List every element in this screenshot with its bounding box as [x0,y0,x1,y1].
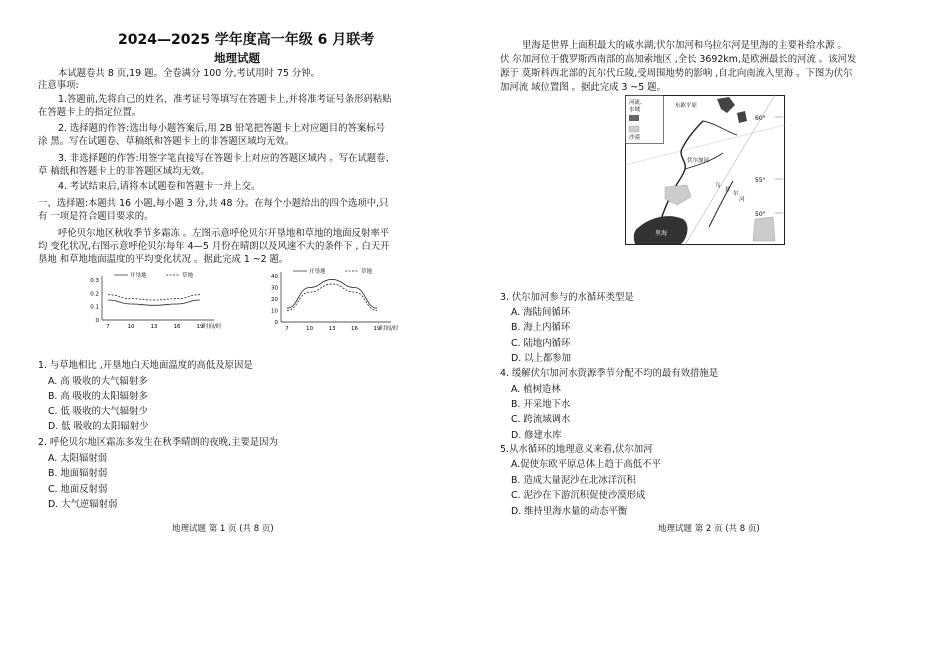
label-ural-1: 乌 [715,183,721,189]
y-tick-label: 40 [271,274,278,280]
ground-temperature-chart [255,266,410,334]
section-heading-line-1: 一、选择题:本题共 16 小题,每小题 3 分,共 48 分。在每个小题给出的四个选项中,只 [38,198,389,209]
question-3-option-d: D. 以上都参加 [511,353,572,364]
legend-river: 河流、 [629,100,646,106]
y-tick-label: 20 [271,297,278,303]
passage-1-line-2: 均 变化状况,右图示意呼伦贝尔每年 4—5 月份在晴朗以及风速不大的条件下 , 白天开 [38,241,390,252]
question-5-option-d: D. 维持里海水量的动态平衡 [511,506,628,517]
question-1-option-b: B. 高 吸收的太阳辐射多 [48,391,148,402]
question-3-stem: 3. 伏尔加河参与的水循环类型是 [500,292,634,303]
question-1-option-a: A. 高 吸收的大气辐射多 [48,376,148,387]
series-line-2 [287,284,377,310]
notice-heading: 注意事项: [38,80,79,91]
question-1-stem: 1. 与草地相比 ,开垦地白天地面温度的高低及原因是 [38,360,253,371]
question-1-option-c: C. 低 吸收的大气辐射少 [48,406,148,417]
legend-water: 水域 [629,107,641,113]
question-4-option-d: D. 修建水库 [511,430,562,441]
x-tick-label: 7 [106,324,110,330]
passage-2-line-2: 伏 尔加河位于俄罗斯西南部的高加索地区 ,全长 3692km,是欧洲最长的河流 。该河发 [500,54,857,65]
question-5-option-c: C. 泥沙在下游沉积促使沙漠形成 [511,490,646,501]
notice-2-line-1: 2. 选择题的作答:选出每小题答案后,用 2B 铅笔把答题卡上对应题目的答案标号 [58,123,386,134]
x-tick-label: 16 [351,326,358,332]
series-line-2 [108,295,200,300]
legend-water-swatch [629,115,639,121]
series-line-1 [287,279,377,308]
x-tick-label: 7 [285,326,289,332]
lat-label-55: 55° [755,177,766,184]
question-3-option-c: C. 陆地内循环 [511,338,571,349]
question-4-option-a: A. 植树造林 [511,384,561,395]
y-tick-label: 10 [271,308,278,315]
y-tick-label: 0 [95,318,99,324]
question-4-option-b: B. 开采地下水 [511,399,571,410]
x-tick-label: 10 [127,324,135,330]
question-4-stem: 4. 缓解伏尔加河水资源季节分配不均的最有效措施是 [500,368,719,379]
question-2-option-d: D. 大气逆辐射弱 [48,499,118,510]
page-1-footer: 地理试题 第 1 页 (共 8 页) [172,524,274,534]
label-ural-2: 拉 [725,187,731,193]
label-caspian: 里海 [655,230,668,237]
y-tick-label: 0.1 [90,304,99,311]
question-2-option-b: B. 地面辐射弱 [48,468,108,479]
question-2-option-a: A. 太阳辐射弱 [48,453,108,464]
volga-basin-map [625,95,785,245]
passage-2-line-4: 加河流 域位置图 。据此完成 3 ~5 题。 [500,82,666,93]
x-tick-label: 13 [328,326,336,332]
label-ural-4: 河 [739,197,745,203]
x-tick-label: 10 [306,326,313,332]
legend-label-1: 开垦地 [309,269,326,275]
label-volga: 伏尔加河 [687,158,710,164]
legend-desert: 沙漠 [629,135,641,141]
question-4-option-c: C. 跨流域调水 [511,414,571,425]
lat-label-50: 50° [755,211,766,218]
label-east-european-plain: 东欧平原 [675,103,698,109]
y-tick-label: 0.3 [90,278,99,284]
passage-2-line-1: 里海是世界上面积最大的咸水湖,伏尔加河和乌拉尔河是里海的主要补给水源 。 [522,40,847,51]
notice-3-line-2: 草 稿纸和答题卡上的非答题区域均无效。 [38,166,210,177]
legend-label-2: 草地 [182,273,194,279]
notice-2-line-2: 涂 黑。写在试题卷、草稿纸和答题卡上的非答题区域均无效。 [38,136,295,147]
lat-label-60: 60° [755,115,766,122]
x-axis-label: 时间/时 [203,324,222,330]
x-tick-label: 16 [173,324,181,330]
notice-4: 4. 考试结束后,请将本试题卷和答题卡一并上交。 [58,181,261,192]
section-heading-line-2: 有 一项是符合题目要求的。 [38,211,154,222]
legend-label-1: 开垦地 [130,273,147,279]
y-tick-label: 0 [274,320,278,326]
legend-desert-swatch [629,126,639,132]
question-5-option-b: B. 造成大量泥沙在北冰洋沉积 [511,475,636,486]
question-2-option-c: C. 地面反射弱 [48,484,108,495]
notice-3-line-1: 3. 非选择题的作答:用签字笔直接写在答题卡上对应的答题区域内 。写在试题卷、 [58,153,395,164]
question-2-stem: 2. 呼伦贝尔地区霜冻多发生在秋季晴朗的夜晚,主要是因为 [38,437,278,448]
label-ural-3: 尔 [733,191,739,197]
question-3-option-b: B. 海上内循环 [511,322,571,333]
notice-1-line-2: 在答题卡上的指定位置。 [38,107,142,118]
page-2-footer: 地理试题 第 2 页 (共 8 页) [658,524,760,534]
intro-text: 本试题卷共 8 页,19 题。全卷满分 100 分,考试用时 75 分钟。 [58,68,321,79]
question-5-stem: 5.从水循环的地理意义来看,伏尔加河 [500,444,653,455]
legend-label-2: 草地 [361,269,373,275]
x-axis-label: 时间/时 [380,326,399,332]
exam-subtitle: 地理试题 [214,51,260,65]
y-tick-label: 30 [271,285,278,292]
question-3-option-a: A. 海陆间循环 [511,307,571,318]
x-tick-label: 19 [196,324,204,330]
passage-2-line-3: 源于 莫斯科西北部的瓦尔代丘陵,受周围地势的影响 ,自北向南流入里海 。下图为伏尔 [500,68,853,79]
passage-1-line-1: 呼伦贝尔地区秋收季节多霜冻 。左图示意呼伦贝尔开垦地和草地的地面反射率平 [58,228,390,239]
desert-area-2 [753,217,775,241]
x-tick-label: 13 [150,324,158,330]
y-tick-label: 0.2 [90,291,99,298]
x-tick-label: 19 [373,326,381,332]
exam-title: 2024—2025 学年度高一年级 6 月联考 [118,32,375,48]
question-1-option-d: D. 低 吸收的太阳辐射少 [48,421,149,432]
series-line-1 [108,300,200,305]
reflectance-chart [80,268,230,334]
question-5-option-a: A.促使东欧平原总体上趋于高低不平 [511,459,661,470]
passage-1-line-3: 垦地 和草地地面温度的平均变化状况 。据此完成 1 ~2 题。 [38,254,289,265]
notice-1-line-1: 1.答题前,先将自己的姓名、准考证号等填写在答题卡上,并将准考证号条形码粘贴 [58,94,392,105]
